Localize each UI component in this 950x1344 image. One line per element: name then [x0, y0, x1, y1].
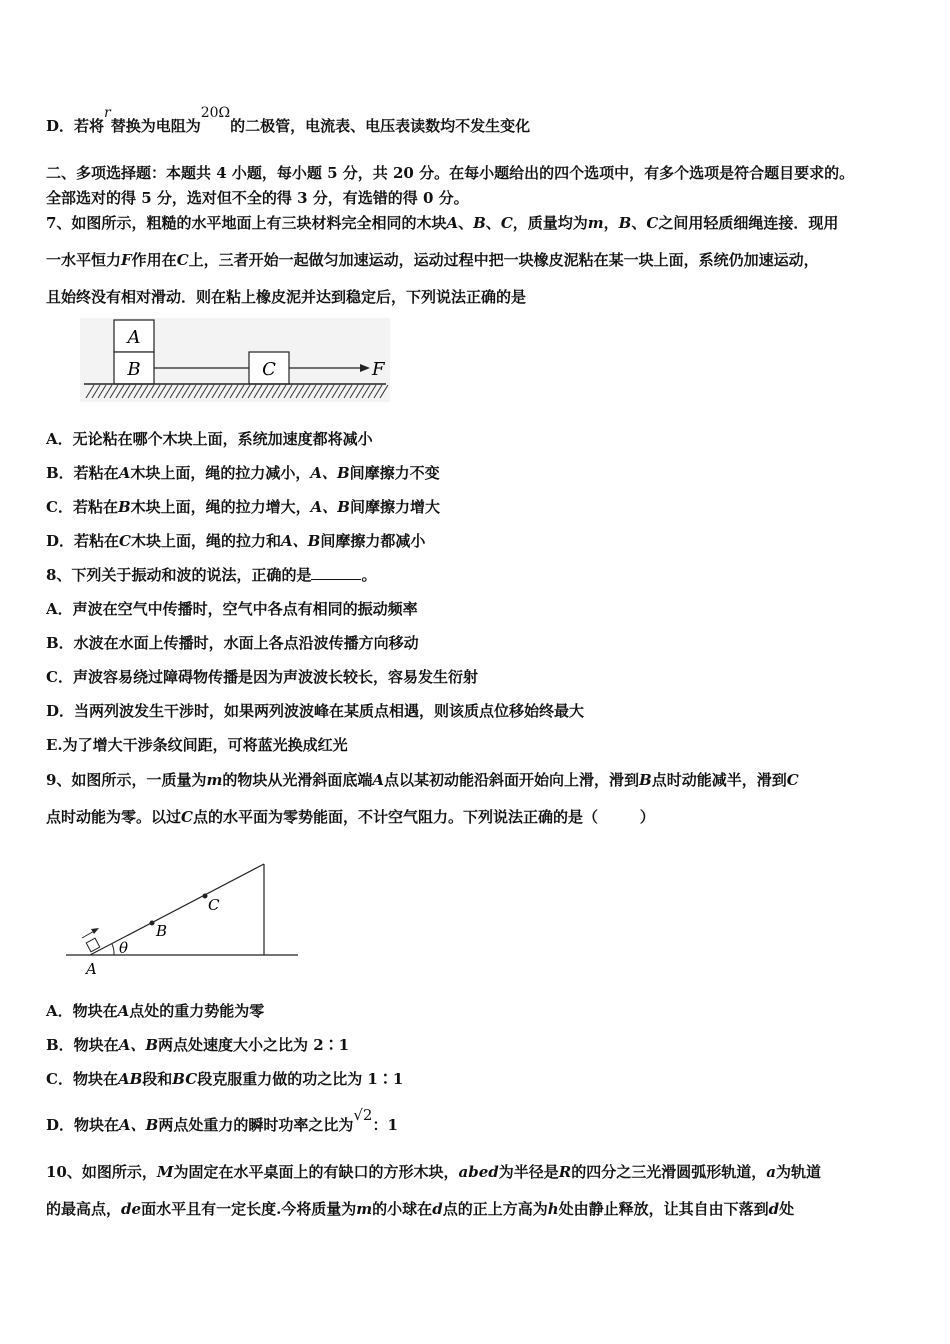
- q8-option-e: E.为了增大干涉条纹间距，可将蓝光换成红光: [46, 736, 348, 754]
- block-b-label: B: [127, 359, 141, 380]
- block-a-label: A: [127, 327, 141, 348]
- block-c-label: C: [262, 359, 276, 380]
- q8-stem: 8、下列关于振动和波的说法，正确的是 。: [46, 566, 377, 584]
- block: [86, 938, 100, 952]
- q7-stem-line3: 且始终没有相对滑动．则在粘上橡皮泥并达到稳定后，下列说法正确的是: [46, 288, 527, 306]
- q7-stem-line1: 7、如图所示，粗糙的水平地面上有三块材料完全相同的木块A、B、C，质量均为m，B、C之间用轻质细绳连接．现用: [46, 214, 839, 232]
- q7-option-c: C．若粘在B木块上面，绳的拉力增大，A、B间摩擦力增大: [46, 498, 440, 516]
- q8-option-b: B．水波在水面上传播时，水面上各点沿波传播方向移动: [46, 634, 419, 652]
- point-c-label: C: [208, 896, 220, 914]
- section2-line2: 全部选对的得 5 分，选对但不全的得 3 分，有选错的得 0 分。: [46, 189, 469, 207]
- q9-figure: [62, 858, 302, 978]
- q9-option-c: C．物块在AB段和BC段克服重力做的功之比为 1∶1: [46, 1070, 404, 1088]
- q8-option-a: A．声波在空气中传播时，空气中各点有相同的振动频率: [46, 600, 418, 618]
- q9-option-a: A．物块在A点处的重力势能为零: [46, 1002, 265, 1020]
- angle-arc: [112, 944, 114, 955]
- q10-stem-line2: 的最高点，de面水平且有一定长度.今将质量为m的小球在d点的正上方高为h处由静止释放，让其自由下落到d处: [46, 1200, 795, 1218]
- q9-option-d: D．物块在A、B两点处重力的瞬时功率之比为√2：1: [46, 1106, 398, 1134]
- q7-figure: [80, 318, 390, 402]
- q6-option-d: D．若将r替换为电阻为20Ω的二极管，电流表、电压表读数均不发生变化: [46, 105, 531, 135]
- q7-option-d: D．若粘在C木块上面，绳的拉力和A、B间摩擦力都减小: [46, 532, 426, 550]
- q10-stem-line1: 10、如图所示，M为固定在水平桌面上的有缺口的方形木块，abed为半径是R的四分之三光滑圆弧形轨道，a为轨道: [46, 1163, 821, 1181]
- point-a-label: A: [86, 960, 97, 978]
- force-label: F: [372, 359, 385, 380]
- q9-stem-line1: 9、如图所示，一质量为m的物块从光滑斜面底端A点以某初动能沿斜面开始向上滑，滑到B点时动能减半，滑到C: [46, 771, 799, 789]
- resistance-value: 20Ω: [200, 105, 231, 121]
- q9-stem-line2: 点时动能为零。以过C点的水平面为零势能面，不计空气阻力。下列说法正确的是（ ）: [46, 808, 655, 826]
- answer-blank: [311, 565, 361, 580]
- point-c: [203, 894, 208, 899]
- symbol-r: r: [104, 105, 111, 121]
- q9-option-b: B．物块在A、B两点处速度大小之比为 2∶1: [46, 1036, 350, 1054]
- q7-option-b: B．若粘在A木块上面，绳的拉力减小，A、B间摩擦力不变: [46, 464, 440, 482]
- velocity-arrow-head: [91, 928, 99, 934]
- incline: [90, 864, 264, 955]
- q8-option-d: D．当两列波发生干涉时，如果两列波波峰在某质点相遇，则该质点位移始终最大: [46, 702, 585, 720]
- sqrt-two: √2: [353, 1106, 373, 1124]
- theta-label: θ: [119, 939, 129, 957]
- q7-option-a: A．无论粘在哪个木块上面，系统加速度都将减小: [46, 430, 373, 448]
- q7-stem-line2: 一水平恒力F作用在C上，三者开始一起做匀加速运动，运动过程中把一块橡皮泥粘在某一块上面，系统仍加速运动，: [46, 251, 819, 269]
- q8-option-c: C．声波容易绕过障碍物传播是因为声波波长较长，容易发生衍射: [46, 668, 478, 686]
- point-b-label: B: [156, 922, 168, 940]
- point-b: [150, 921, 155, 926]
- section2-line1: 二、多项选择题：本题共 4 小题，每小题 5 分，共 20 分。在每小题给出的四个选项中，有多个选项是符合题目要求的。: [46, 164, 855, 182]
